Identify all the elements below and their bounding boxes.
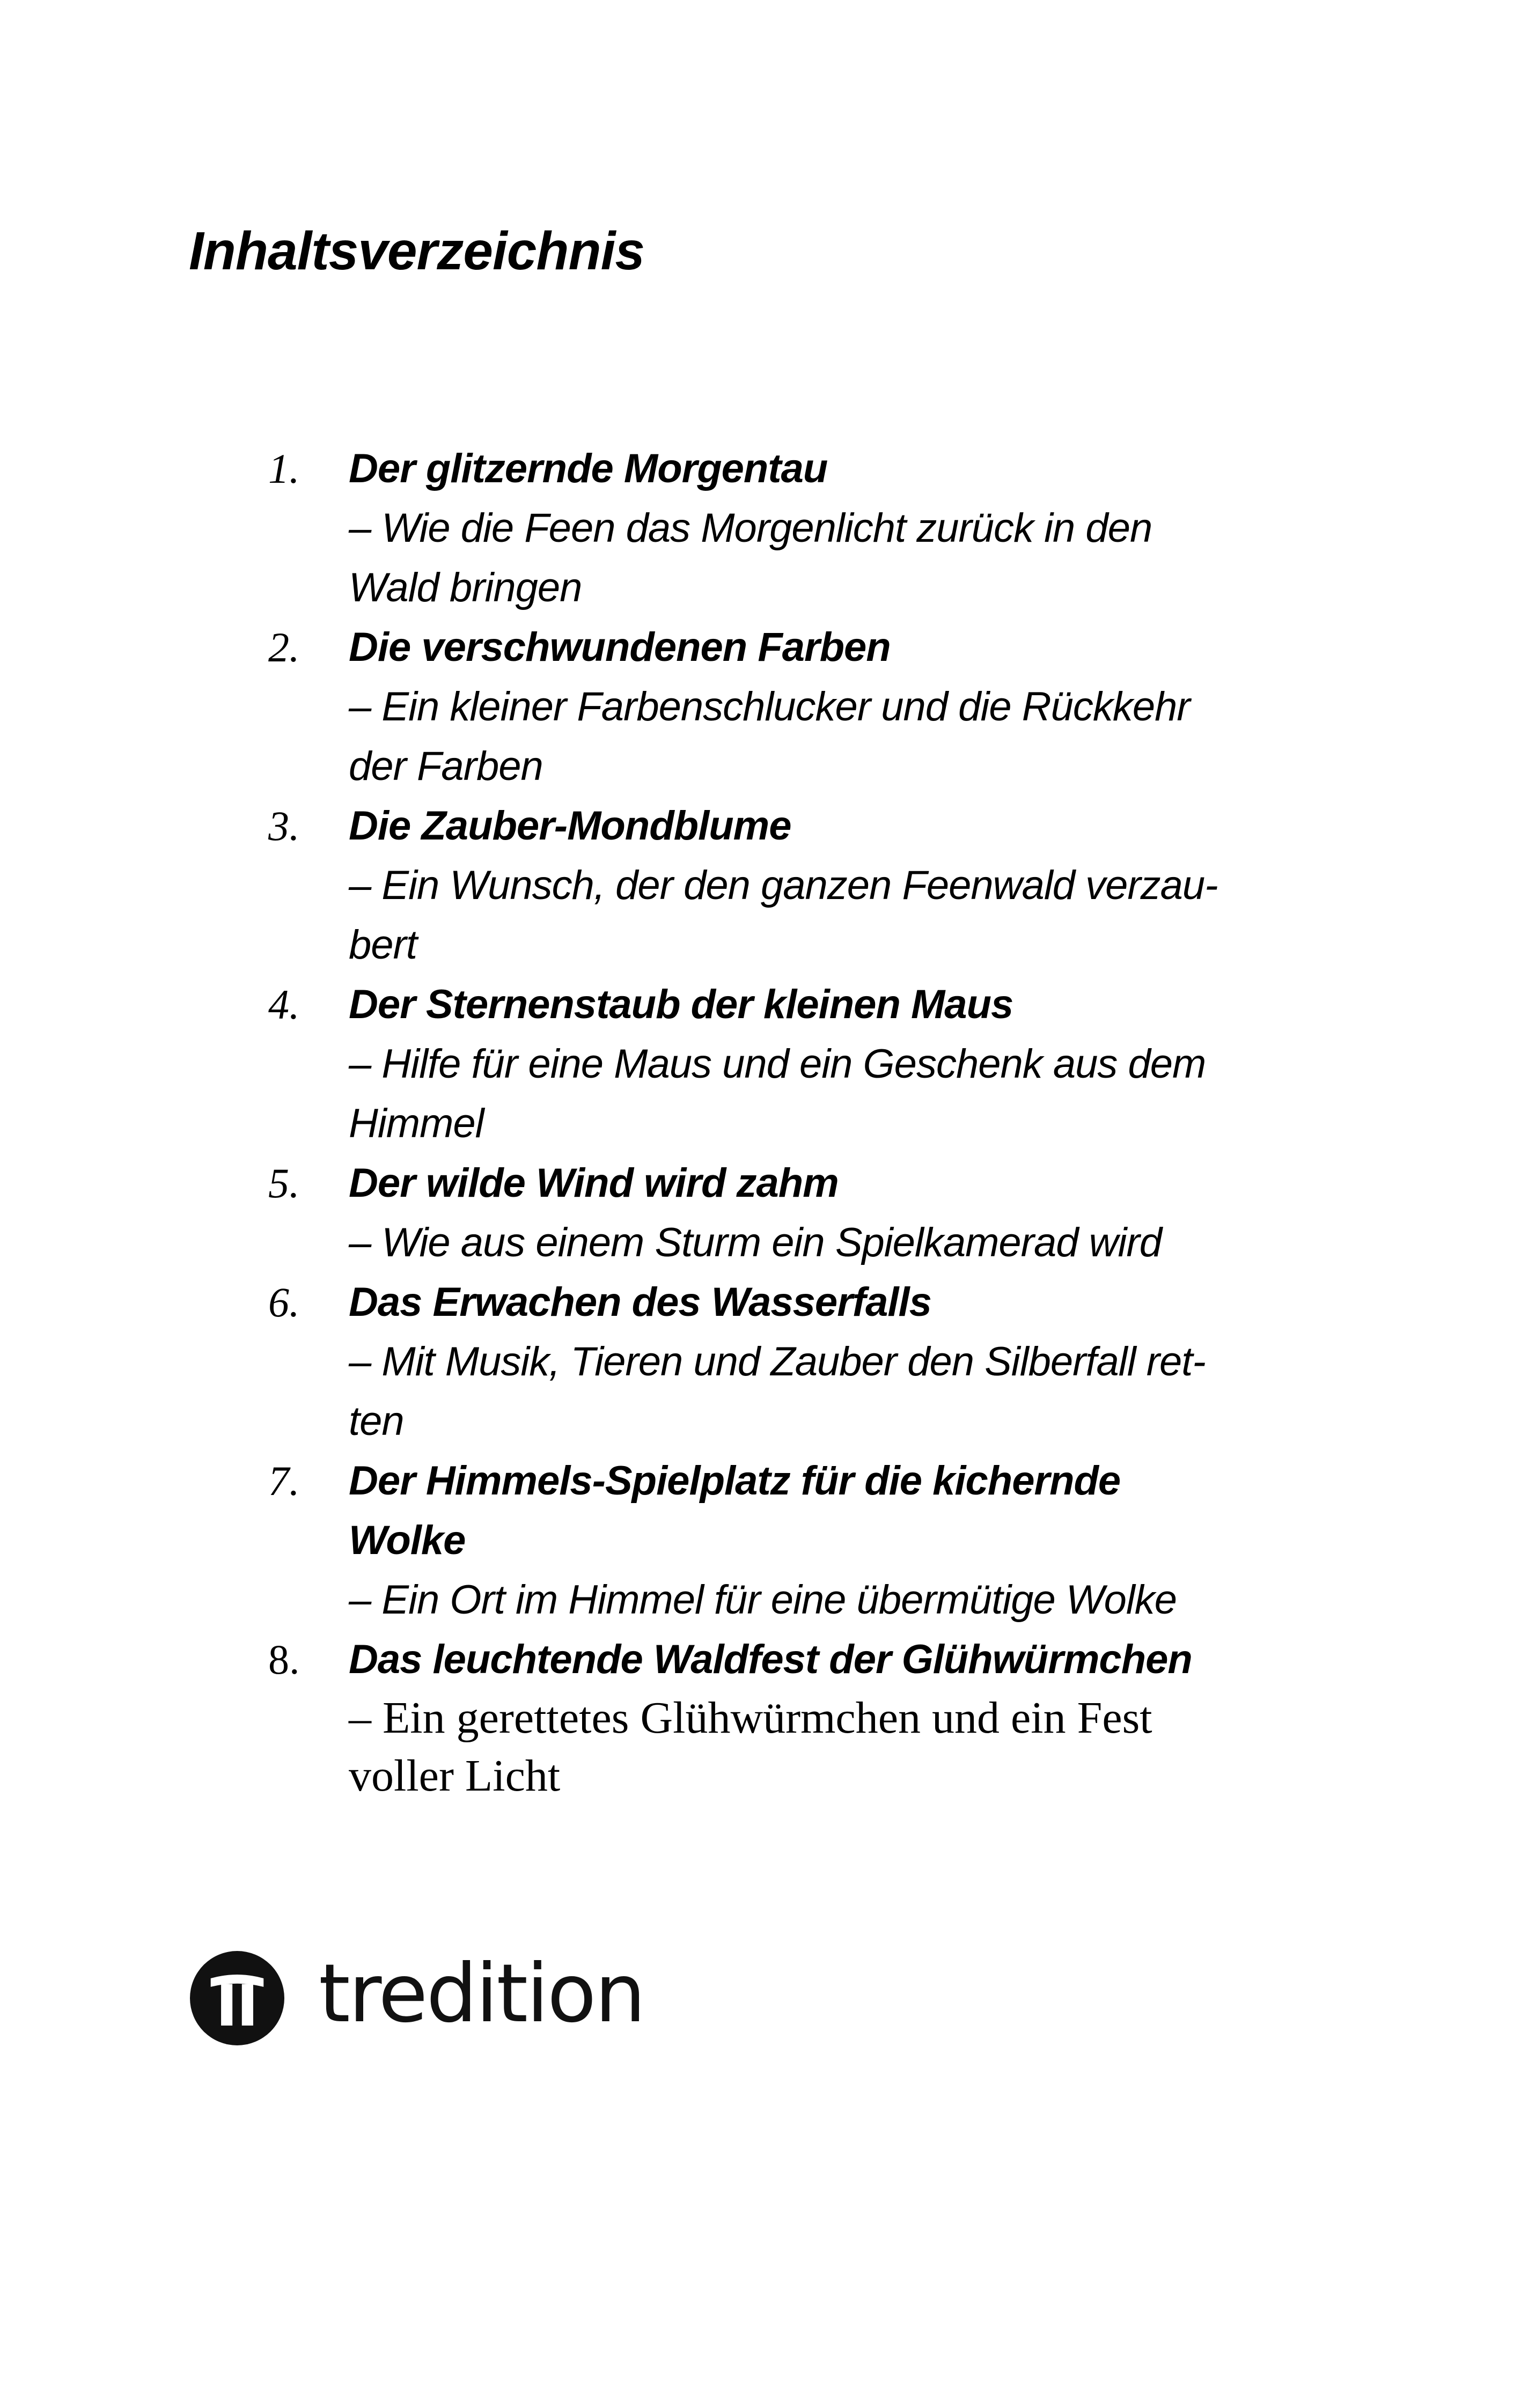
entry-title: Die Zauber-Mondblume [349, 803, 791, 849]
entry-number: 8. [268, 1636, 300, 1683]
entry-description: – Ein gerettetes Glühwürmchen und ein Fest voller Licht [349, 1693, 1152, 1801]
toc-entry-3 [263, 796, 1282, 975]
entry-number: 2. [268, 624, 300, 671]
toc-entry-2 [263, 617, 1282, 796]
entry-description: – Wie aus einem Sturm ein Spielkamerad wird [349, 1220, 1162, 1265]
entry-title: Der Himmels-Spielplatz für die kichernde Wolke [349, 1458, 1121, 1563]
entry-number: 5. [268, 1160, 300, 1206]
toc-entry-6 [263, 1272, 1282, 1451]
entry-title: Der wilde Wind wird zahm [349, 1160, 839, 1206]
entry-description: – Ein Wunsch, der den ganzen Feenwald verzau- bert [349, 863, 1218, 968]
entry-description: – Ein kleiner Farbenschlucker und die Rückkehr der Farben [349, 684, 1190, 789]
entry-number: 3. [268, 802, 300, 849]
toc-entry-7 [263, 1451, 1282, 1630]
entry-title: Das leuchtende Waldfest der Glühwürmchen [349, 1637, 1192, 1682]
entry-number: 7. [268, 1457, 300, 1504]
entry-title: Der Sternenstaub der kleinen Maus [349, 982, 1013, 1027]
page-title: Inhaltsverzeichnis [189, 221, 644, 281]
toc-entry-4 [263, 975, 1282, 1153]
toc-entry-1 [263, 439, 1282, 617]
tredition-logo-icon [190, 1951, 284, 2045]
entry-title: Der glitzernde Morgentau [349, 446, 828, 491]
publisher-logo [190, 1948, 662, 2050]
entry-number: 1. [268, 445, 300, 492]
entry-title: Das Erwachen des Wasserfalls [349, 1279, 931, 1325]
toc-entry-8 [263, 1630, 1282, 1805]
entry-description: – Hilfe für eine Maus und ein Geschenk aus dem Himmel [349, 1041, 1206, 1146]
publisher-name: tredition [319, 1947, 644, 2041]
entry-number: 4. [268, 981, 300, 1028]
entry-description: – Wie die Feen das Morgenlicht zurück in den Wald bringen [349, 505, 1152, 610]
entry-title: Die verschwundenen Farben [349, 624, 891, 670]
entry-description: – Mit Musik, Tieren und Zauber den Silberfall ret- ten [349, 1339, 1206, 1444]
table-of-contents [263, 439, 1282, 1805]
toc-entry-5 [263, 1153, 1282, 1272]
entry-number: 6. [268, 1279, 300, 1325]
entry-description: – Ein Ort im Himmel für eine übermütige Wolke [349, 1577, 1177, 1623]
